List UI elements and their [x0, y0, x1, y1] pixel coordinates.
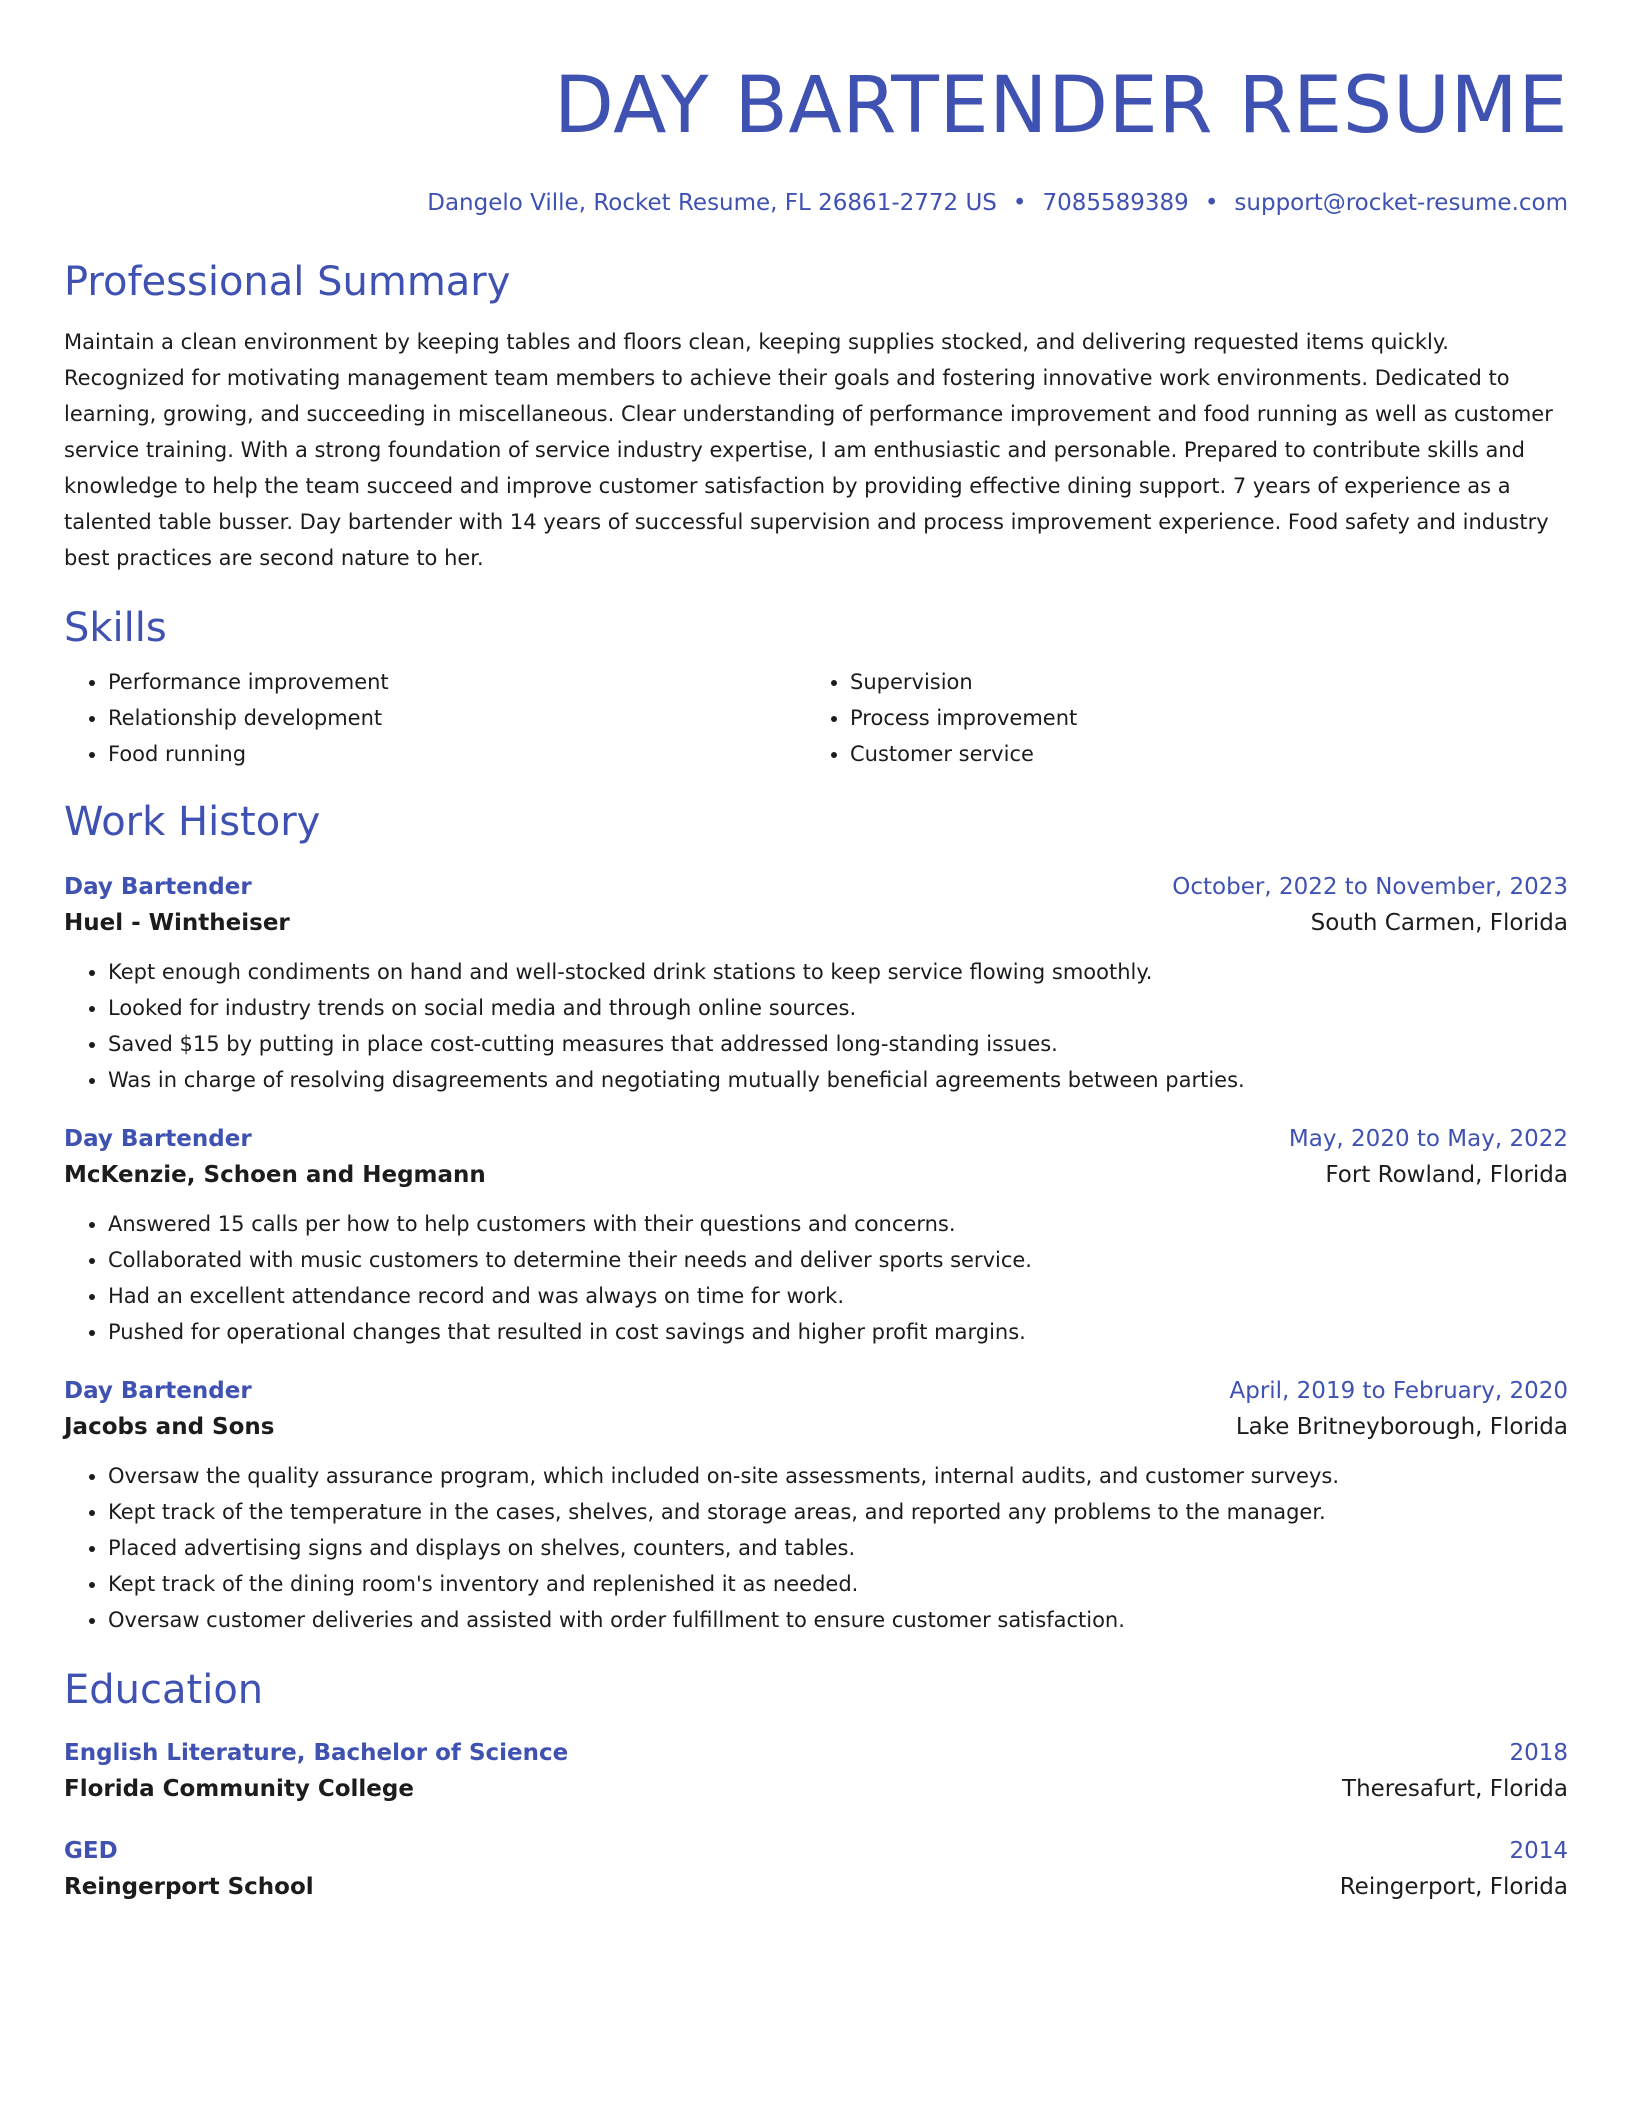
contact-address: Dangelo Ville, Rocket Resume, FL 26861-2772 US	[427, 190, 997, 216]
skill-item: • Food running	[108, 736, 806, 772]
job-location: Fort Rowland, Florida	[1325, 1162, 1568, 1188]
job-bullet: • Looked for industry trends on social media and through online sources.	[108, 990, 1568, 1026]
job-entry	[64, 1374, 1568, 1638]
skills-list	[64, 664, 1568, 772]
job-bullet: • Placed advertising signs and displays on shelves, counters, and tables.	[108, 1530, 1568, 1566]
job-bullets	[64, 1458, 1568, 1638]
contact-separator: •	[1012, 190, 1027, 216]
education-location: Theresafurt, Florida	[1342, 1776, 1568, 1802]
contact-email: support@rocket-resume.com	[1234, 190, 1568, 216]
contact-separator: •	[1204, 190, 1219, 216]
skill-item: • Supervision	[850, 664, 1548, 700]
job-bullet: • Saved $15 by putting in place cost-cutting measures that addressed long-standing issues.	[108, 1026, 1568, 1062]
skills-column-left	[64, 664, 806, 772]
education-degree: GED	[64, 1838, 118, 1864]
work-history-heading: Work History	[64, 799, 321, 845]
contact-phone: 7085589389	[1042, 190, 1189, 216]
education-year: 2018	[1509, 1740, 1568, 1766]
job-bullet: • Had an excellent attendance record and was always on time for work.	[108, 1278, 1568, 1314]
job-bullet: • Kept enough condiments on hand and well-stocked drink stations to keep service flowing smoothly.	[108, 954, 1568, 990]
job-company: McKenzie, Schoen and Hegmann	[64, 1162, 486, 1188]
skill-item: • Process improvement	[850, 700, 1548, 736]
job-bullet: • Kept track of the dining room's inventory and replenished it as needed.	[108, 1566, 1568, 1602]
job-bullets	[64, 1206, 1568, 1350]
job-title: Day Bartender	[64, 1378, 252, 1404]
job-bullet: • Collaborated with music customers to determine their needs and deliver sports service.	[108, 1242, 1568, 1278]
skill-item: • Relationship development	[108, 700, 806, 736]
job-bullet: • Answered 15 calls per how to help customers with their questions and concerns.	[108, 1206, 1568, 1242]
job-dates: May, 2020 to May, 2022	[1288, 1126, 1568, 1152]
job-company: Huel - Wintheiser	[64, 910, 290, 936]
job-dates: April, 2019 to February, 2020	[1229, 1378, 1568, 1404]
education-entry	[64, 1834, 1568, 1906]
skill-item: • Performance improvement	[108, 664, 806, 700]
education-location: Reingerport, Florida	[1339, 1874, 1568, 1900]
education-school: Florida Community College	[64, 1776, 414, 1802]
education-degree: English Literature, Bachelor of Science	[64, 1740, 569, 1766]
job-bullet: • Kept track of the temperature in the cases, shelves, and storage areas, and reported any problems to the manager.	[108, 1494, 1568, 1530]
job-dates: October, 2022 to November, 2023	[1172, 874, 1568, 900]
contact-line	[64, 186, 1568, 220]
resume-title: DAY BARTENDER RESUME	[553, 61, 1568, 151]
job-bullet: • Oversaw customer deliveries and assisted with order fulfillment to ensure customer satisfaction.	[108, 1602, 1568, 1638]
summary-text: Maintain a clean environment by keeping tables and floors clean, keeping supplies stocked, and delivering requested items quickly. Recognized for motivating management team members to achieve their goals and fostering innovative work environments. Dedicated to learning, growing, and succeeding in miscellaneous. Clear understanding of performance improvement and food running as well as customer service training. With a strong foundation of service industry expertise, I am enthusiastic and personable. Prepared to contribute skills and knowledge to help the team succeed and improve customer satisfaction by providing effective dining support. 7 years of experience as a talented table busser. Day bartender with 14 years of successful supervision and process improvement experience. Food safety and industry best practices are second nature to her.	[64, 330, 1553, 570]
job-bullet: • Was in charge of resolving disagreements and negotiating mutually beneficial agreements between parties.	[108, 1062, 1568, 1098]
resume-page	[64, 0, 1568, 1906]
education-entry	[64, 1736, 1568, 1808]
job-bullet: • Oversaw the quality assurance program, which included on-site assessments, internal audits, and customer surveys.	[108, 1458, 1568, 1494]
job-location: South Carmen, Florida	[1310, 910, 1568, 936]
job-company: Jacobs and Sons	[64, 1414, 275, 1440]
skills-heading: Skills	[64, 605, 167, 651]
job-title: Day Bartender	[64, 1126, 252, 1152]
education-heading: Education	[64, 1667, 264, 1713]
education-school: Reingerport School	[64, 1874, 314, 1900]
job-bullet: • Pushed for operational changes that resulted in cost savings and higher profit margins.	[108, 1314, 1568, 1350]
job-location: Lake Britneyborough, Florida	[1235, 1414, 1568, 1440]
job-bullets	[64, 954, 1568, 1098]
job-title: Day Bartender	[64, 874, 252, 900]
education-year: 2014	[1509, 1838, 1568, 1864]
summary-heading: Professional Summary	[64, 259, 511, 305]
skills-column-right	[806, 664, 1548, 772]
skill-item: • Customer service	[850, 736, 1548, 772]
job-entry	[64, 1122, 1568, 1350]
job-entry	[64, 870, 1568, 1098]
